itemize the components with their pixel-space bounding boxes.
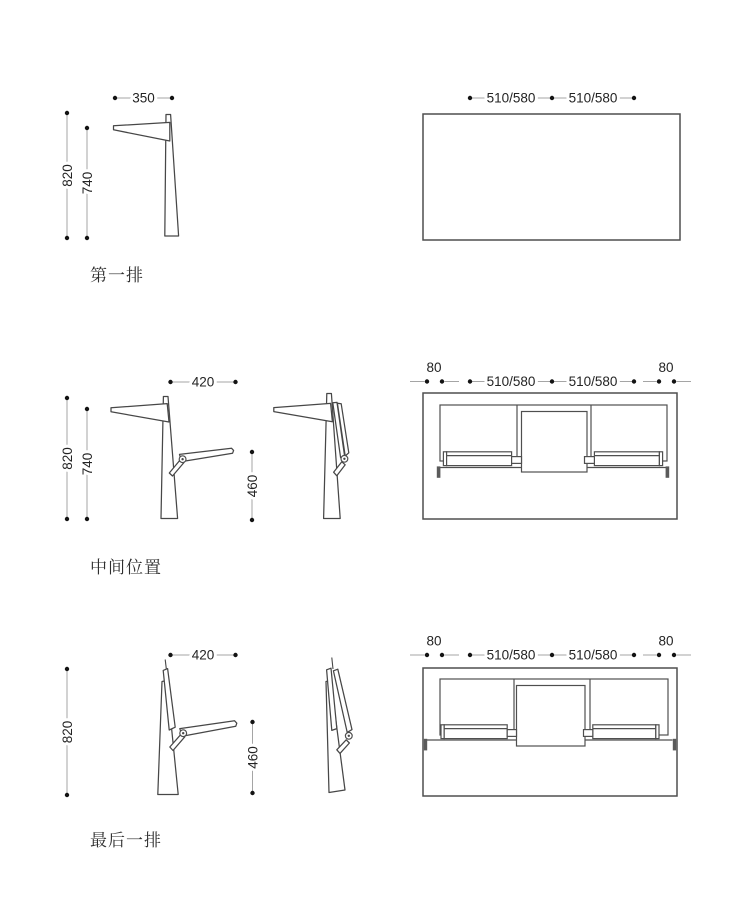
row2-plan-seat-right [594, 452, 659, 466]
row2-plan-seat-left [447, 452, 512, 466]
dim-label: 510/580 [486, 647, 536, 663]
dim-label: 510/580 [486, 374, 536, 389]
row1-dim-desk-height [80, 126, 95, 240]
row3-label: 最后一排 [90, 831, 162, 850]
row2-top-view [423, 393, 677, 519]
row2-hinge-pin [181, 458, 183, 460]
row2-plan-endcap-left [437, 466, 441, 477]
row2f-desk-surface [274, 403, 333, 421]
row2-plan-endcap-right [666, 466, 670, 477]
dim-label: 80 [426, 360, 442, 375]
row2-plan-connector-right [585, 457, 595, 464]
row2f-hinge-pin [343, 458, 345, 460]
row1-desk-surface [114, 122, 170, 141]
dim-label: 510/580 [568, 647, 618, 663]
dim-label: 740 [80, 171, 95, 195]
row2-seat-open [180, 448, 234, 461]
row3-side-view-folded [326, 658, 352, 793]
row1-section [60, 91, 680, 286]
row1-side-view [114, 115, 179, 237]
row3-dim-total-height [60, 667, 75, 797]
row2-section [60, 360, 691, 577]
row3-section [60, 634, 691, 851]
row2-dim-seat-widths [468, 374, 636, 389]
dim-label: 420 [191, 374, 215, 390]
row1-dim-depth [113, 91, 174, 106]
dim-label: 460 [245, 746, 261, 769]
dim-label: 80 [426, 633, 442, 649]
row3-dim-depth [168, 648, 237, 663]
row2-desk-surface [111, 404, 169, 422]
row2-dim-seat-height [245, 450, 260, 522]
row3f-hinge-pin [348, 735, 350, 737]
row2-dim-end-right [643, 360, 691, 384]
dim-label: 510/580 [486, 90, 536, 106]
dim-label: 460 [245, 474, 260, 498]
dim-label: 510/580 [568, 90, 618, 106]
row3-hinge-pin [182, 732, 184, 734]
dim-label: 740 [80, 452, 95, 476]
dim-label: 820 [60, 447, 75, 470]
row2-plan-center-stand [522, 412, 588, 473]
row3-dim-end-left [410, 634, 459, 658]
row1-label: 第一排 [90, 266, 144, 285]
dim-label: 510/580 [568, 374, 618, 389]
row3-plan-seat-left [444, 725, 507, 739]
dim-label: 820 [60, 720, 75, 744]
row2-dim-end-left [410, 360, 459, 384]
row3-dim-seat-height [246, 720, 261, 795]
row3-plan-connector-right [584, 730, 593, 737]
dim-label: 80 [658, 633, 674, 649]
row2-side-view-folded [274, 394, 349, 519]
row1-dim-total-height [60, 111, 75, 240]
dim-label: 350 [132, 90, 155, 106]
row3f-backrest-tip [332, 658, 333, 670]
row3-plan-endcap-right [673, 739, 676, 751]
row1-dim-seat-widths [468, 91, 636, 106]
row3-plan-center-stand [517, 686, 586, 747]
row2-side-view-open [111, 397, 234, 519]
row2-plan-seat-right-bracket [659, 452, 662, 466]
row3-plan-connector-left [507, 730, 516, 737]
row3-plan-seat-right-bracket [656, 725, 659, 739]
dim-label: 420 [191, 647, 215, 663]
row2-dim-total-height [60, 396, 75, 521]
row1-desk-plan [423, 114, 680, 240]
row3-plan-endcap-left [424, 739, 427, 751]
dim-label: 80 [658, 360, 674, 375]
row3-dim-seat-widths [468, 648, 636, 663]
row2-label: 中间位置 [90, 558, 162, 577]
row2-dim-depth [168, 375, 237, 390]
row3-side-view-open [158, 660, 237, 795]
row2-plan-connector-left [512, 457, 522, 464]
row3-top-view [423, 668, 677, 796]
row3-dim-end-right [643, 634, 691, 658]
row3-plan-seat-right [593, 725, 656, 739]
row2-dim-desk-height [80, 407, 95, 521]
dim-label: 820 [60, 164, 75, 187]
row1-top-view [423, 114, 680, 240]
row3-seat-open [180, 721, 237, 736]
